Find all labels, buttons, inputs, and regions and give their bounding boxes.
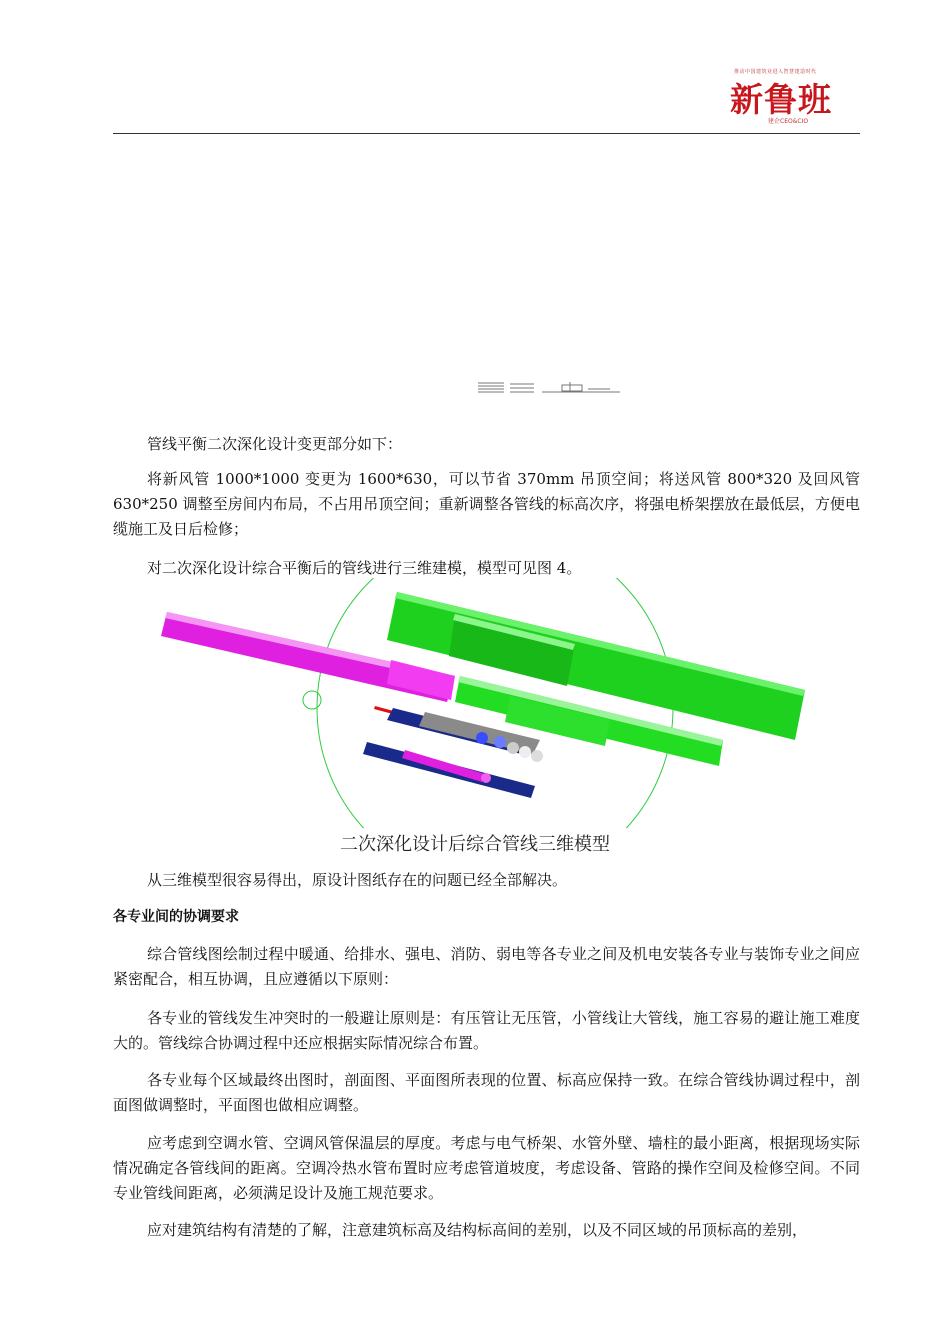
paragraph-7: 各专业每个区域最终出图时，剖面图、平面图所表现的位置、标高应保持一致。在综合管线协调过程中，剖面图做调整时，平面图也做相应调整。 — [113, 1071, 860, 1114]
logo-tagline: 推动中国建筑业进入智慧建造时代 — [734, 69, 817, 75]
paragraph-9: 应对建筑结构有清楚的了解，注意建筑标高及结构标高间的差别，以及不同区域的吊顶标高的差别， — [147, 1221, 808, 1239]
pipeline-3d-model — [155, 578, 815, 828]
header-rule — [113, 133, 860, 134]
paragraph-6: 各专业的管线发生冲突时的一般避让原则是：有压管让无压管，小管线让大管线，施工容易的避让施工难度大的。管线综合协调过程中还应根据实际情况综合布置。 — [113, 1009, 860, 1052]
section-heading: 各专业间的协调要求 — [113, 909, 239, 925]
paragraph-8: 应考虑到空调水管、空调风管保温层的厚度。考虑与电气桥架、水管外壁、墙柱的最小距离，根据现场实际情况确定各管线间的距离。空调冷热水管布置时应考虑管道坡度，考虑设备、管路的操作空间及检修空间。不同专业管线间距离，必须满足设计及施工规范要求。 — [113, 1134, 860, 1202]
paragraph-2: 将新风管 1000*1000 变更为 1600*630，可以节省 370mm 吊顶空间；将送风管 800*320 及回风管 630*250 调整至房间内布局，不占用吊顶空间；重新调整各管线的标高次序，将强电桥架摆放在最低层，方便电缆施工及日后检修； — [113, 470, 860, 538]
view-guide-handle — [303, 691, 321, 709]
paragraph-1: 管线平衡二次深化设计变更部分如下： — [147, 435, 403, 453]
paragraph-3: 对二次深化设计综合平衡后的管线进行三维建模，模型可见图 4。 — [147, 559, 582, 577]
paragraph-4: 从三维模型很容易得出，原设计图纸存在的问题已经全部解决。 — [147, 871, 568, 889]
brand-logo — [722, 68, 862, 130]
paragraph-5: 综合管线图绘制过程中暖通、给排水、强电、消防、弱电等各专业之间及机电安装各专业与装饰专业之间应紧密配合，相互协调，且应遵循以下原则： — [113, 945, 860, 988]
logo-brand: 新鲁班 — [730, 80, 832, 119]
section-drawing-thumbnail — [470, 380, 630, 394]
figure-caption: 二次深化设计后综合管线三维模型 — [340, 834, 610, 855]
logo-subtitle: 建企CEO&CIO — [768, 118, 809, 125]
